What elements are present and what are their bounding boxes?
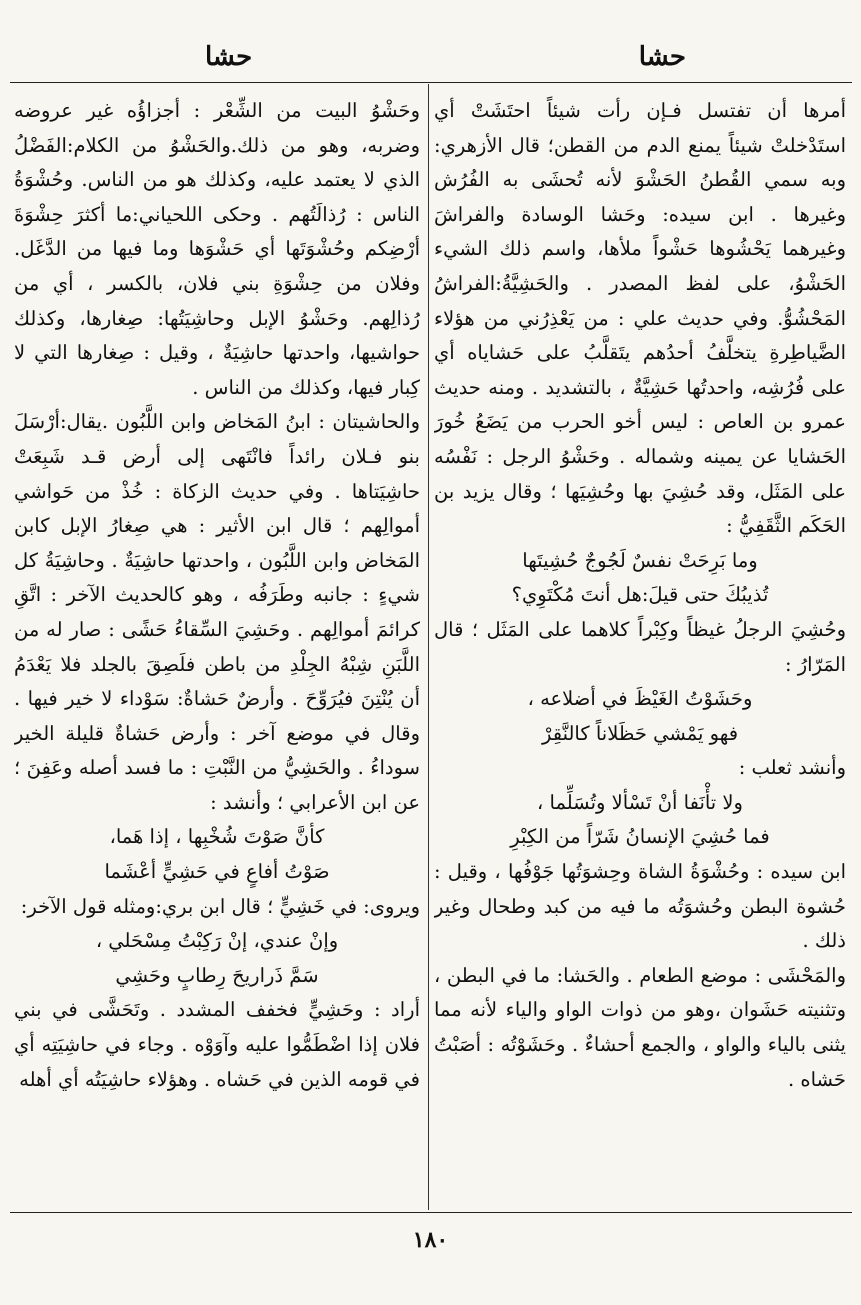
verse-line: وما بَرِحَتْ نفسٌ لَجُوجٌ حُشِيتَها (522, 548, 758, 572)
verse-line: وإنْ عندي، إنْ رَكِبْتُ مِسْحَلي ، (95, 929, 339, 953)
verse-line: سَمَّ ذَراريحَ رِطابٍ وحَشِي (115, 963, 319, 987)
running-headword-right: حشا (638, 42, 686, 72)
verse-line: فما حُشِيَ الإنسانُ شَرّاً من الكِبْرِ (510, 825, 770, 849)
paragraph: والمَحْشَى : موضع الطعام . والحَشا: ما في البطن ، وتثنيته حَشَوان ،وهو من ذوات الواو والياء لأنه مما يثنى بالياء والواو ، والجمع أحشاءٌ . وحَشَوْتُه : أصَبْتُ حَشاه . (434, 963, 846, 1091)
running-headword-left: حشا (205, 42, 253, 72)
column-divider (428, 84, 429, 1210)
verse-line: وحَشَوْتُ الغَيْظَ في أضلاعه ، (527, 687, 753, 711)
verse-line: كأنَّ صَوْتَ شُخْبِها ، إذا هَما، (109, 825, 325, 849)
header-rule (10, 82, 852, 83)
verse-line: فهو يَمْشي حَظَلاناً كالنَّقِرْ (541, 721, 739, 745)
left-column (14, 94, 420, 1206)
paragraph: وحَشْوُ البيت من الشِّعْر : أجزاؤُه غير عروضه وضربه، وهو من ذلك.والحَشْوُ من الكلام:الفَضْلُ الذي لا يعتمد عليه، وكذلك هو من الناس. وحُشْوَةُ الناس : رُذالَتُهم . وحكى اللحياني:ما أكثرَ حِشْوَةَ أرْضِكم وحُشْوَتَها أي حَشْوَها وما فيها من الدَّغَل. وفلان من حِشْوَةِ بني فلان، بالكسر ، أي من رُذالِهم. وحَشْوُ الإبل وحاشِيَتُها: صِغارها، وكذلك حواشيها، واحدتها حاشِيَةٌ ، وقيل : صِغارها التي لا كِبار فيها، وكذلك من الناس . (14, 99, 420, 399)
paragraph: والحاشيتان : ابنُ المَخاض وابن اللَّبُون .يقال:أرْسَلَ بنو فـلان رائداً فانْتَهى إلى أرض قـد شَبِعَتْ حاشِيَتاها . وفي حديث الزكاة : خُذْ من حَواشي أموالِهم ؛ قال ابن الأثير : هي صِغارُ الإبل كابن المَخاض وابن اللَّبُون ، واحدتها حاشِيَةٌ . وحاشِيَةُ كل شيءٍ : جانبه وطَرَفُه ، وهو كالحديث الآخر : اتَّقِ كرائمَ أموالِهم . وحَشِيَ السِّقاءُ حَشًى : صار له من اللَّبَنِ شِبْهُ الجِلْدِ من باطن فلَصِقَ بالجلد فلا يَعْدَمُ أن يُنْتِنَ فيُرَوِّحَ . وأرضٌ حَشاةٌ: سَوْداء لا خير فيها . وقال في موضع آخر : وأرض حَشاةٌ قليلة الخير سوداءُ . والحَشِيُّ من النَّبْتِ : ما فسد أصله وعَفِنَ ؛ عن ابن الأعرابي ؛ وأنشد : (14, 410, 420, 814)
paragraph: وأنشد ثعلب : (738, 756, 846, 780)
verse-line: صَوْتُ أفاعٍ في حَشِيٍّ أعْشَما (104, 860, 330, 884)
paragraph: ويروى: في خَشِيٍّ ؛ قال ابن بري:ومثله قول الآخر: (20, 894, 420, 918)
verse-line: ولا تأْنَفا أنْ تَسْألا وتُسَلِّما ، (537, 790, 743, 814)
page-number: ١٨٠ (412, 1227, 449, 1253)
paragraph: وحُشِيَ الرجلُ غيظاً وكِبْراً كلاهما على المَثَل ؛ قال المَرّارُ : (434, 617, 846, 676)
paragraph: أمرها أن تفتسل فـإن رأت شيئاً احتَشَتْ أي استَدْخلتْ شيئاً يمنع الدم من القطن؛ قال الأزهري: وبه سمي القُطنُ الحَشْوَ لأنه تُحشَى به الفُرُش وغيرها . ابن سيده: وحَشا الوسادة والفراشَ وغيرهما يَحْشُوها حَشْواً ملأها، واسم ذلك الشيء الحَشْوُ، على لفظ المصدر . والحَشِيَّةُ:الفراشُ المَحْشُوُّ. وفي حديث علي : من يَعْذِرُني من هؤلاء الضَّياطِرةِ يتخلَّفُ أحدُهم يتَقلَّبُ على حَشاياه أي على فُرُشِه، واحدتُها حَشِيَّةٌ ، بالتشديد . ومنه حديث عمرو بن العاص : ليس أخو الحرب من يَضَعُ خُورَ الحَشايا عن يمينه وشماله . وحَشْوُ الرجل : نَفْسُه على المَثَل، وقد حُشِيَ بها وحُشِيَها ؛ وقال يزيد بن الحَكَم الثَّقَفِيُّ : (434, 99, 846, 538)
footer-rule (10, 1212, 852, 1213)
paragraph: ابن سيده : وحُشْوَةُ الشاة وحِشوَتُها جَوْفُها ، وقيل : حُشوة البطن وحُشوَتُه ما فيه من كبد وطحال وغير ذلك . (434, 860, 846, 953)
page-header (0, 22, 861, 72)
verse-line: تُذيبُكَ حتى قيلَ:هل أنتَ مُكْتَوِي؟ (511, 583, 769, 607)
right-column (434, 94, 846, 1206)
paragraph: أراد : وحَشِيٍّ فخفف المشدد . وتَحَشَّى في بني فلان إذا اضْطَمُّوا عليه وآوَوْه . وجاء في حاشِيَتِه أي في قومه الذين في حَشاه . وهؤلاء حاشِيَتُه أي أهله (14, 998, 420, 1091)
